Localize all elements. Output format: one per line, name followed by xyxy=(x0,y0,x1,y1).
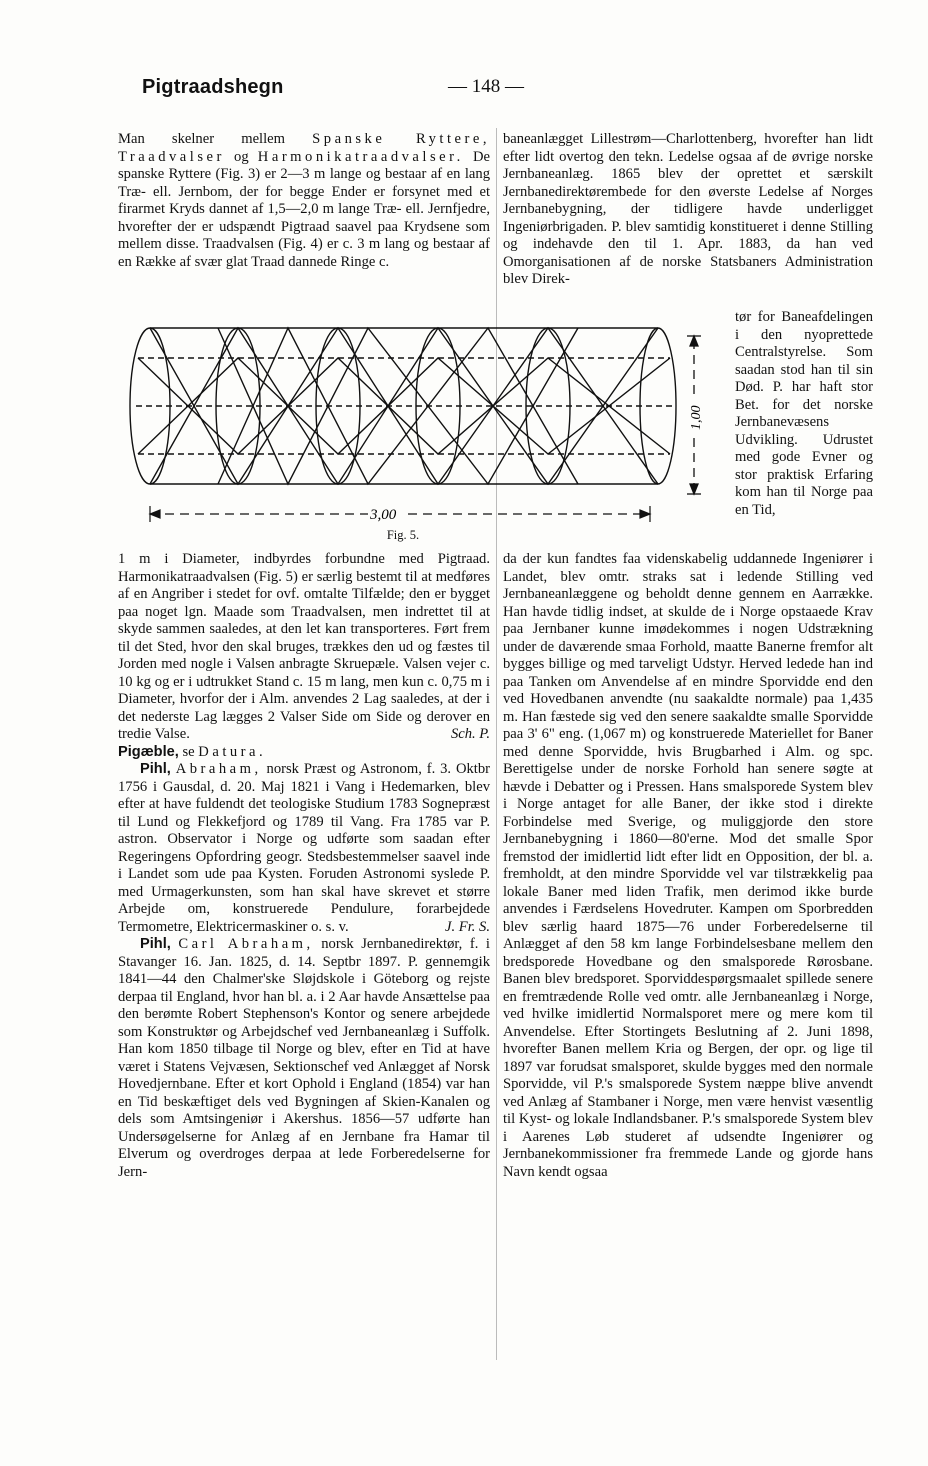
term-spanske-ryttere: Spanske Ryttere, xyxy=(312,131,490,147)
figure-5 xyxy=(118,318,688,550)
figure-caption: Fig. 5. xyxy=(386,528,420,542)
author-signature: J. Fr. S. xyxy=(445,918,490,935)
headword: Pihl, xyxy=(140,761,171,777)
dimension-label-height: 1,00 xyxy=(689,405,704,430)
vertical-dimension xyxy=(682,330,722,500)
paragraph-harmonika xyxy=(118,551,490,744)
paragraph-sporvidde: da der kun fandtes faa videnskabelig uddannede Ingeniører i Landet, blev omtr. straks sat i ledende Stilling ved Jernbaneanlæggene og beholdt denne gennem en Aarrække. Han havde tidlig indset, at skulde de i Norge opstaaede Krav paa Jernbaner kunne imødekommes i nogen Udstrækning under de daværende smaa Forhold, maatte Banerne fremfor alt bygges billige og med tarveligt Udstyr. Herved ledede han ind paa Tanken om Anvendelse af en mindre Sporvidde end den ved Hovedbanen anvendte (nu saakaldte normale) paa 1,435 m. Han fæstede sig ved den senere saakaldte smalle Sporvidde paa 3' 6" eng. (1,067 m) og konstruerede Materiellet for Baner med denne Sporvidde, hvis Brugbarhed i Alm. og spc. Berettigelse under de norske Forhold han senere søgte at hævde i Debatter og i Pressen. Hans smalsporede System blev i Norge antaget for alle Baner, der ikke stod i direkte Forbindelse med Sverige, og muliggjorde den store Jernbanebygning i 1860—80'erne. Mod det smalle Spor fremstod der imidlertid lidt efter lidt en Opposition, der bl. a. fremholdt, at den mindre Sporvidde vel var tilstrækkelig paa lokale Baner med liden Trafik, men derimod ikke burde anvendes i Færdselens Hovedruter. Kampen om Sporbredden blev særlig haard 1875—76 under Forberedelserne til Anlægget af den 58 km lange Forbindelsesbane mellem den bredsporede Hovedbane og den smalsporede Rørosbane. Banen blev bredsporet. Sporviddespørgsmaalet spillede senere en fremtrædende Rolle ved omtr. alle Jernbaneanlæg i Norge, ved hvilke imidlertid Normalsporet mere og mere kom til Anvendelse. Efter Stortingets Beslutning af 2. Juni 1898, hvorefter Banen mellem Kria og Bergen, der opr. og lige til 1897 var forudsat smalsporet, skulde bygges med den normale Sporvidde, vil P.'s smalsporede System næppe blive anvendt ved Anlæg af Stambaner i Norge, men være henvist væsentlig til Kyst- og lokale Indlandsbaner. P.'s smalsporede System blev i Aarenes Løb studeret af udsendte Ingeniører og Jernbanekommissioner fra fremmede Lande og gjorde hans Navn kendt ogsaa xyxy=(503,551,873,1180)
text-run: 1 m i Diameter, indbyrdes forbundne med Pigtraad. Harmonikatraadvalsen (Fig. 5) er særlig bestemt til at medføres af en Angriber i stedet for ovf. omtalte Tilfælde; den er bygget paa noget lgn. Maade som Traadvalsen, men indrettet til at skyde sammen saaledes, at den let kan transporteres. Ført frem til det Sted, hvor den skal bruges, trækkes den ud og fæstes til Jorden med nogle i Valsen anbragte Skruepæle. Valsen vejer c. 10 kg og er i udtrukket Stand c. 15 m lang, men kun c. 0,75 m i Diameter, hvorfor der i Alm. anvendes 2 Lag saaledes, at der i det nederste Lag lægges 2 Valser Side om Side og derover en tredie Valse. xyxy=(118,551,490,742)
left-column-bottom xyxy=(118,551,490,1181)
paragraph-continued: baneanlægget Lillestrøm—Charlottenberg, hvorefter han lidt efter lidt overtog den tekn. Ledelse ogsaa af de øvrige norske Jernbaneanlæg. 1865 blev der oprettet et særskilt Jernbanedirektørembede for den øverste Ledelse af Norges Jernbanebygning, der tidligere havde underligget Ingeniørbrigaden. P. blev samtidig konstitueret i denne Stilling og indehavde den til 1. Apr. 1883, da han ved Omorganisationen af de norske Statsbaners Administration blev Direk- xyxy=(503,131,873,287)
text-run: Man skelner mellem xyxy=(118,131,313,147)
right-column-bottom xyxy=(503,551,873,1181)
right-column-top xyxy=(503,131,873,289)
headword: Pihl, xyxy=(140,936,171,952)
text-run: norsk Jernbanedirektør, f. i Stavanger 16. Jan. 1825, d. 14. Septbr 1897. P. gennemgik 1841—44 den Chalmer'ske Sløjdskole i Göteborg og rejste derpaa til England, hvor han bl. a. i 2 Aar havde Ansættelse paa den berømte Robert Stephenson's Kontor og senere arbejdede som Konstruktør og Arbejdschef ved Jernbaneanlæg i Suffolk. Han kom 1850 tilbage til Norge og blev, efter en Tid at have været i Statens Vejvæsen, Sektionschef ved Anlægget af Norsk Hovedjernbane. Efter et kort Ophold i England (1854) var han en Tid beskæftiget dels ved Bygningen af Skien-Kanalen og dels som Amtsingeniør i Akershus. 1856—57 udførte han Undersøgelserne for Anlæg af en Jernbane fra Hamar til Elverum og overdroges derpaa at lede Forberedelserne for Jern- xyxy=(118,936,490,1180)
term-traadvalser: Traadvalser xyxy=(118,148,225,165)
text-run: se xyxy=(178,743,199,760)
harmonika-wire-roll-drawing xyxy=(118,318,688,528)
headword: Pigæble, xyxy=(118,743,179,760)
entry-pihl-carl-abraham xyxy=(118,936,490,1181)
right-column-beside-figure xyxy=(735,309,873,519)
dimension-label-length: 3,00 xyxy=(370,507,397,523)
entry-pigaeble xyxy=(118,744,490,762)
text-run: De spanske Ryttere (Fig. 3) er 2—3 m lange og bestaar af en lang Træ- ell. Jernbom, der for begge Ender er forsynet med et firarmet Kryds dannet af 1,5—2,0 m lange Træ- ell. Jernfjedre, hvorefter der er udspændt Pigtraad saavel paa Krydsene som mellem disse. Traadvalsen (Fig. 4) er c. 3 m lang og bestaar af en Række af svær glat Traad dannede Ringe c. xyxy=(118,148,490,270)
running-title: Pigtraadshegn xyxy=(142,76,284,98)
page-header xyxy=(0,70,928,110)
entry-name: Abraham, xyxy=(175,761,262,777)
paragraph-wire-types xyxy=(118,131,490,271)
paragraph-beside-figure: tør for Baneafdelingen i den nyoprettede Centralstyrelse. Som saadan stod han til sin Død. P. har haft stor Bet. for det norske Jernbanevæsens Udvikling. Udrustet med gode Evner og stor praktisk Erfaring kom han til Norge paa en Tid, xyxy=(735,309,873,518)
author-signature: Sch. P. xyxy=(450,726,490,742)
text-run: og xyxy=(224,148,258,165)
page-number: — 148 — xyxy=(448,76,524,97)
entry-name: Carl Abraham, xyxy=(178,936,314,952)
text-run: norsk Præst og Astronom, f. 3. Oktbr 1756 i Gausdal, d. 20. Maj 1821 i Vang i Hedemarken, blev efter at have fuldendt det teologiske Studium 1783 Sognepræst til Lund og Flekkefjord og 1789 til Vang. Fra 1785 var P. astron. Observator i Norge og udførte som saadan efter Regeringens Opfordring geogr. Stedsbestemmelser saavel inde i Landet som ude paa Kysten. Foruden Astronomi syslede P. med Urmagerkunsten, som han skal have skrevet et større Arbejde om, konstruerede Pendulure, forarbejdede Termometre, Elektricermaskiner o. s. v. xyxy=(118,761,490,935)
entry-pihl-abraham xyxy=(118,761,490,936)
cross-reference: Datura. xyxy=(198,743,267,760)
column-divider xyxy=(496,128,497,1360)
term-harmonikatraadvalser: Harmonikatraadvalser. xyxy=(257,148,464,165)
left-column-top xyxy=(118,131,490,271)
